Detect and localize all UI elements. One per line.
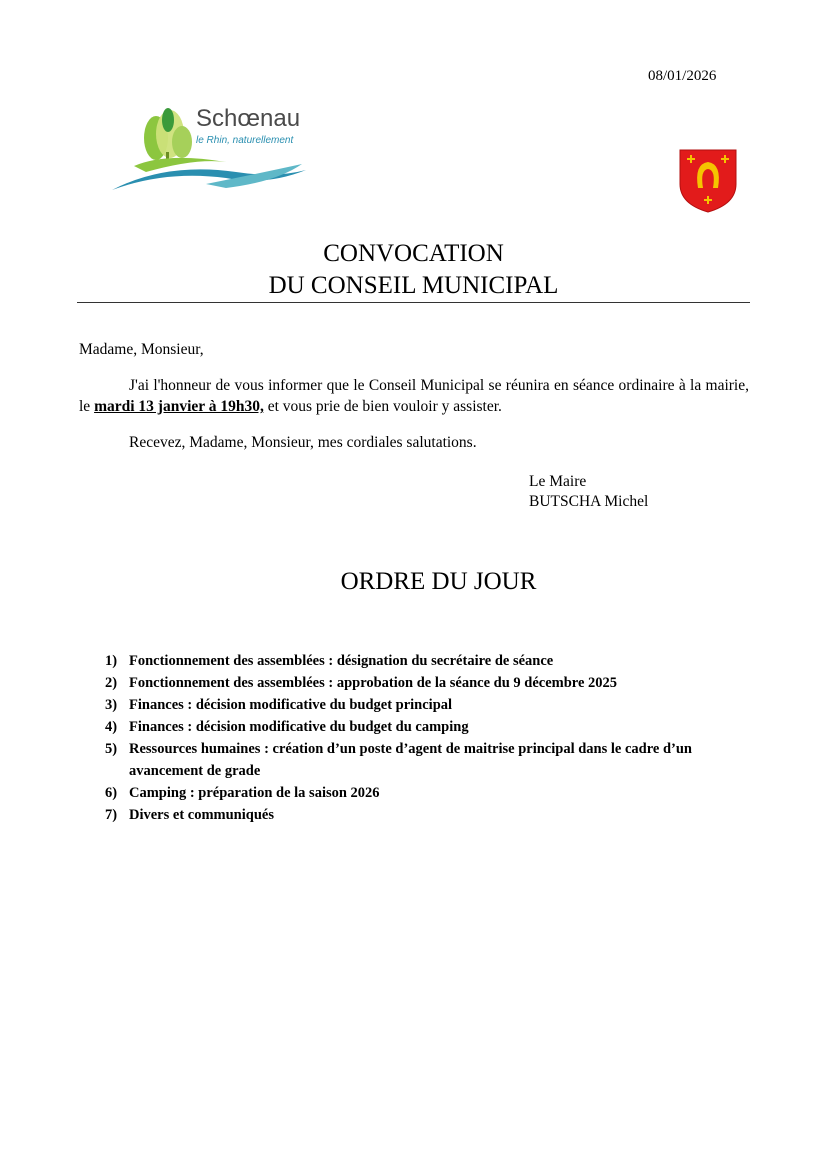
agenda-item-number: 6) — [105, 785, 118, 801]
agenda-list — [105, 650, 755, 826]
schoenau-logo — [106, 100, 326, 192]
title-divider — [77, 302, 750, 303]
agenda-item-number: 2) — [105, 675, 118, 691]
document-date: 08/01/2026 — [648, 68, 717, 84]
agenda-item-text: Fonctionnement des assemblées : approbation de la séance du 9 décembre 2025 — [129, 675, 618, 691]
coat-of-arms-icon — [678, 148, 738, 214]
agenda-item-text: Finances : décision modificative du budget du camping — [129, 719, 469, 735]
agenda-item — [105, 672, 755, 694]
letter-body-end: et vous prie de bien vouloir y assister. — [263, 398, 502, 415]
agenda-item — [105, 782, 755, 804]
agenda-item-text: Divers et communiqués — [129, 807, 274, 823]
agenda-item-number: 7) — [105, 807, 118, 823]
closing-regards: Recevez, Madame, Monsieur, mes cordiales salutations. — [129, 434, 477, 451]
agenda-item-text: Ressources humaines : création d’un poste d’agent de maitrise principal dans le cadre d’un avancement de grade — [129, 741, 692, 779]
agenda-item-text: Finances : décision modificative du budget principal — [129, 697, 453, 713]
signatory-title: Le Maire — [529, 473, 587, 490]
agenda-item-number: 4) — [105, 719, 118, 735]
title-line-2: DU CONSEIL MUNICIPAL — [268, 272, 559, 299]
agenda-item-number: 3) — [105, 697, 118, 713]
agenda-item-text: Fonctionnement des assemblées : désignation du secrétaire de séance — [129, 653, 554, 669]
logo-tagline: le Rhin, naturellement — [196, 135, 294, 146]
agenda-item-text: Camping : préparation de la saison 2026 — [129, 785, 380, 801]
logo-wordmark: Schœnau — [196, 105, 301, 132]
letter-body — [79, 375, 749, 417]
letter-body-start: J'ai l'honneur de vous informer que le Conseil Municipal se réunira en séance ordinaire à la mairie, le — [79, 377, 749, 415]
signatory-name: BUTSCHA Michel — [529, 493, 649, 510]
agenda-item-number: 1) — [105, 653, 118, 669]
title-line-1: CONVOCATION — [323, 240, 504, 267]
agenda-item — [105, 716, 755, 738]
meeting-date: mardi 13 janvier à 19h30, — [94, 398, 264, 415]
agenda-item-number: 5) — [105, 741, 118, 757]
agenda-item — [105, 804, 755, 826]
greeting: Madame, Monsieur, — [79, 341, 204, 358]
agenda-title: ORDRE DU JOUR — [340, 568, 537, 595]
tree-icon — [144, 108, 192, 166]
agenda-item — [105, 694, 755, 716]
agenda-item — [105, 738, 755, 782]
agenda-item — [105, 650, 755, 672]
